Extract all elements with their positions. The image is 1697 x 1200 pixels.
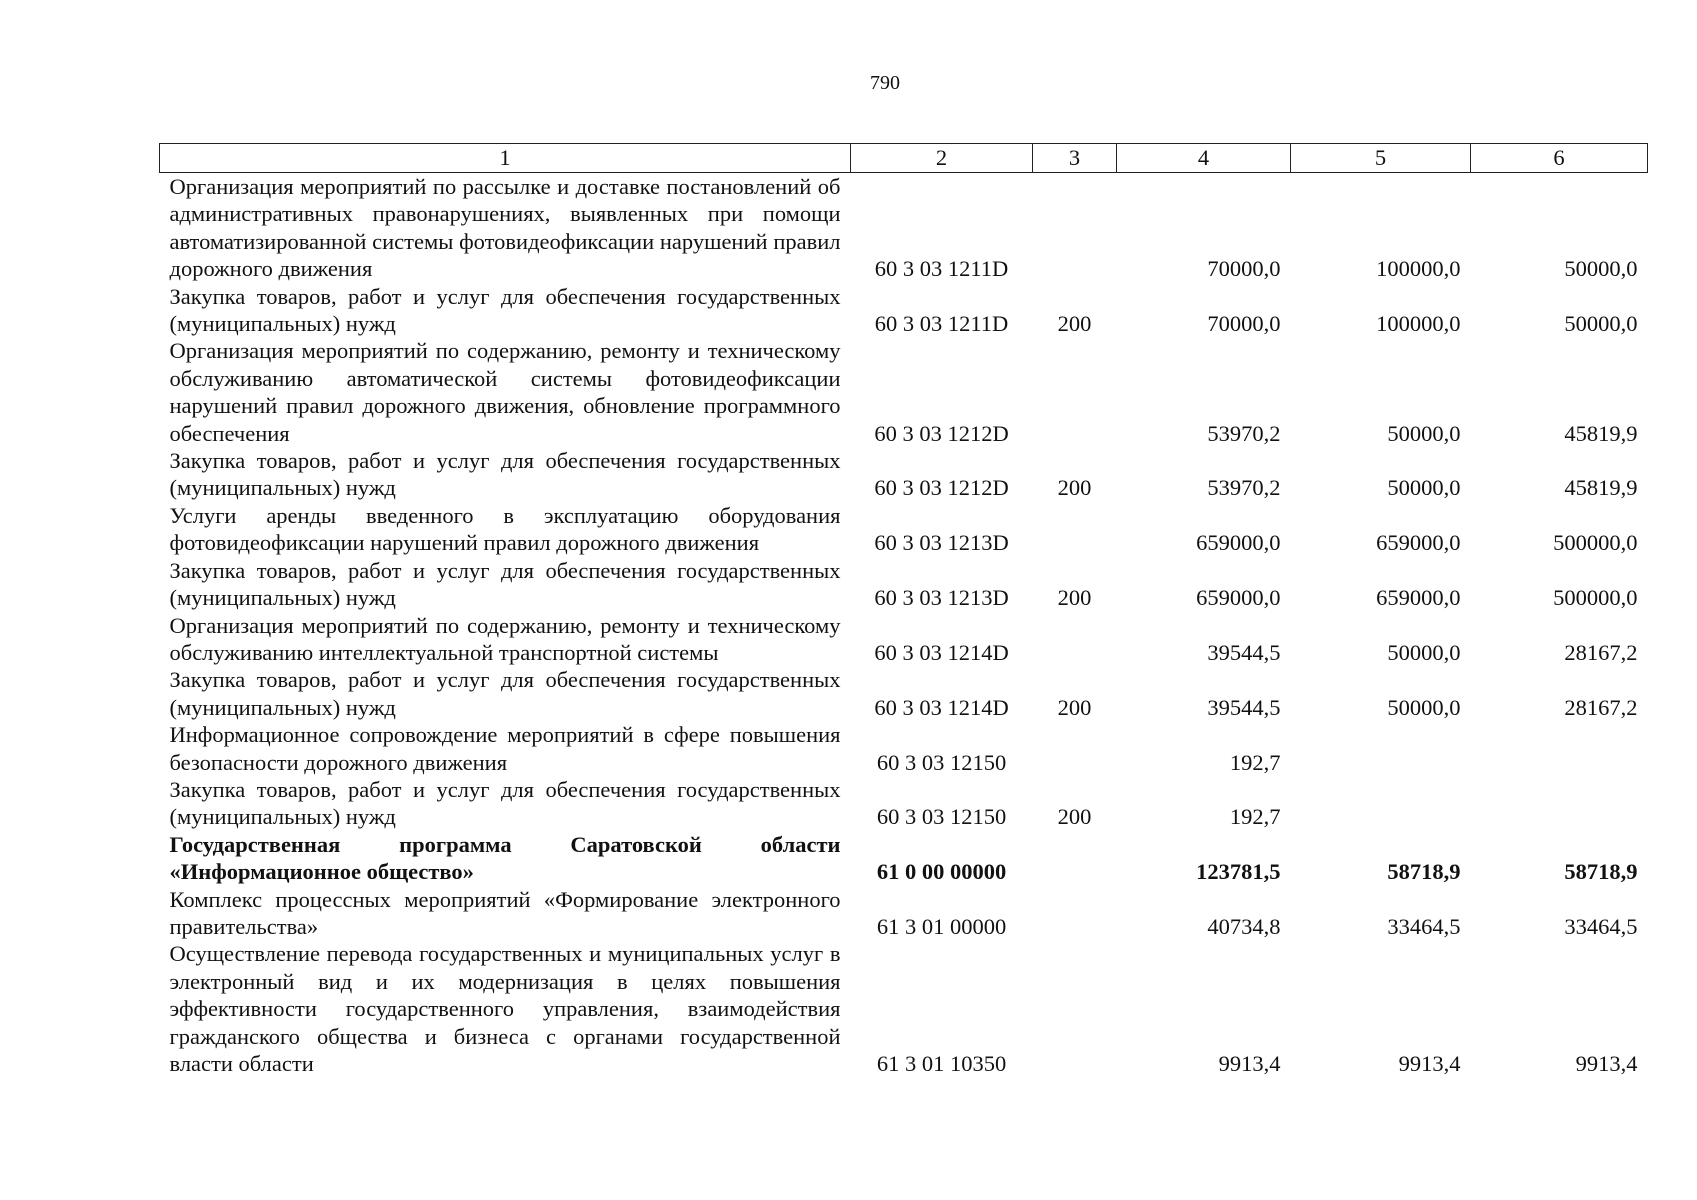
row-value-5-cell: 659000,0 bbox=[1376, 530, 1461, 556]
table-row bbox=[160, 776, 1648, 831]
row-expense-type-cell bbox=[1033, 612, 1117, 667]
row-expense-type-cell bbox=[1033, 831, 1117, 886]
row-value-4-cell: 659000,0 bbox=[1196, 530, 1281, 556]
header-col-4: 4 bbox=[1117, 144, 1291, 173]
row-value-4-cell: 659000,0 bbox=[1196, 585, 1281, 611]
table-body bbox=[160, 173, 1648, 1078]
table-row bbox=[160, 886, 1648, 941]
page-number: 790 bbox=[870, 72, 900, 94]
row-value-4-cell: 192,7 bbox=[1229, 804, 1281, 830]
row-code-cell: 60 3 03 1211D bbox=[874, 256, 1009, 282]
budget-table-container bbox=[159, 143, 1647, 1077]
row-value-4-cell: 40734,8 bbox=[1207, 913, 1281, 939]
header-col-6: 6 bbox=[1471, 144, 1648, 173]
row-name-cell: Закупка товаров, работ и услуг для обеспечения государственных (муниципальных) нужд bbox=[169, 448, 841, 501]
row-expense-type-cell bbox=[1033, 173, 1117, 283]
header-col-5: 5 bbox=[1291, 144, 1471, 173]
row-name-cell: Государственная программа Саратовской области «Информационное общество» bbox=[169, 831, 841, 885]
budget-table bbox=[159, 143, 1648, 1077]
row-value-4-cell: 70000,0 bbox=[1207, 311, 1281, 337]
header-row bbox=[160, 144, 1648, 173]
row-code-cell: 60 3 03 1214D bbox=[874, 694, 1009, 720]
row-expense-type-cell bbox=[1033, 886, 1117, 941]
row-name-cell: Организация мероприятий по рассылке и доставке постановлений об административных правонарушениях, выявленных при помощи автоматизированной системы фотовидеофиксации нарушений правил дорожного движения bbox=[169, 174, 841, 282]
table-row bbox=[160, 940, 1648, 1077]
row-value-6-cell: 50000,0 bbox=[1564, 256, 1638, 282]
row-value-5-cell: 58718,9 bbox=[1387, 859, 1461, 885]
row-value-6-cell: 9913,4 bbox=[1575, 1051, 1638, 1076]
row-expense-type-cell: 200 bbox=[1057, 475, 1092, 501]
table-row bbox=[160, 173, 1648, 283]
table-row bbox=[160, 721, 1648, 776]
row-value-4-cell: 53970,2 bbox=[1207, 475, 1281, 501]
row-code-cell: 60 3 03 1211D bbox=[874, 311, 1009, 337]
row-name-cell: Комплекс процессных мероприятий «Формирование электронного правительства» bbox=[169, 886, 841, 939]
row-expense-type-cell: 200 bbox=[1057, 694, 1092, 720]
row-value-6-cell: 45819,9 bbox=[1564, 420, 1638, 446]
header-col-2: 2 bbox=[851, 144, 1033, 173]
row-value-5-cell: 100000,0 bbox=[1376, 311, 1461, 337]
row-code-cell: 60 3 03 1213D bbox=[874, 530, 1009, 556]
row-value-4-cell: 192,7 bbox=[1229, 749, 1281, 775]
row-value-6-cell: 28167,2 bbox=[1564, 694, 1638, 720]
row-name-cell: Организация мероприятий по содержанию, ремонту и техническому обслуживанию интеллектуальной транспортной системы bbox=[169, 612, 841, 665]
row-value-4-cell: 70000,0 bbox=[1207, 256, 1281, 282]
row-value-6-cell bbox=[1471, 721, 1648, 776]
row-value-6-cell: 500000,0 bbox=[1553, 585, 1638, 611]
row-code-cell: 60 3 03 1212D bbox=[874, 475, 1009, 501]
row-code-cell: 60 3 03 1213D bbox=[874, 585, 1009, 611]
row-code-cell: 61 3 01 10350 bbox=[876, 1051, 1007, 1076]
row-value-6-cell: 45819,9 bbox=[1564, 475, 1638, 501]
row-value-5-cell: 33464,5 bbox=[1387, 913, 1461, 939]
header-col-1: 1 bbox=[160, 144, 851, 173]
row-expense-type-cell: 200 bbox=[1057, 585, 1092, 611]
header-col-3: 3 bbox=[1033, 144, 1117, 173]
table-row bbox=[160, 447, 1648, 502]
row-value-5-cell: 50000,0 bbox=[1387, 420, 1461, 446]
row-value-6-cell: 28167,2 bbox=[1564, 639, 1638, 665]
row-value-6-cell: 500000,0 bbox=[1553, 530, 1638, 556]
row-value-5-cell: 100000,0 bbox=[1376, 256, 1461, 282]
row-code-cell: 60 3 03 12150 bbox=[876, 804, 1007, 830]
row-expense-type-cell bbox=[1033, 721, 1117, 776]
row-value-4-cell: 53970,2 bbox=[1207, 420, 1281, 446]
table-row bbox=[160, 831, 1648, 886]
row-name-cell: Услуги аренды введенного в эксплуатацию оборудования фотовидеофиксации нарушений правил дорожного движения bbox=[169, 502, 841, 556]
row-value-5-cell: 50000,0 bbox=[1387, 475, 1461, 501]
row-name-cell: Закупка товаров, работ и услуг для обеспечения государственных (муниципальных) нужд bbox=[169, 557, 841, 611]
row-value-5-cell: 9913,4 bbox=[1398, 1051, 1461, 1076]
row-value-5-cell bbox=[1291, 776, 1471, 831]
table-row bbox=[160, 502, 1648, 557]
row-name-cell: Закупка товаров, работ и услуг для обеспечения государственных (муниципальных) нужд bbox=[169, 283, 841, 337]
row-value-4-cell: 39544,5 bbox=[1207, 694, 1281, 720]
row-value-4-cell: 39544,5 bbox=[1207, 639, 1281, 665]
table-row bbox=[160, 283, 1648, 338]
row-expense-type-cell: 200 bbox=[1057, 804, 1092, 830]
row-name-cell: Информационное сопровождение мероприятий в сфере повышения безопасности дорожного движения bbox=[169, 722, 841, 775]
row-name-cell: Организация мероприятий по содержанию, ремонту и техническому обслуживанию автоматической системы фотовидеофиксации нарушений правил дорожного движения, обновление программного обеспечения bbox=[169, 338, 841, 446]
row-name-cell: Осуществление перевода государственных и муниципальных услуг в электронный вид и их модернизация в целях повышения эффективности государственного управления, взаимодействия гражданского общества и бизнеса с органами государственной власти области bbox=[169, 941, 841, 1076]
row-value-5-cell: 659000,0 bbox=[1376, 585, 1461, 611]
table-row bbox=[160, 612, 1648, 667]
row-code-cell: 60 3 03 1214D bbox=[874, 639, 1009, 665]
row-code-cell: 60 3 03 1212D bbox=[874, 420, 1009, 446]
row-value-5-cell bbox=[1291, 721, 1471, 776]
row-code-cell: 60 3 03 12150 bbox=[876, 749, 1007, 775]
row-value-6-cell: 58718,9 bbox=[1564, 859, 1638, 885]
row-value-4-cell: 123781,5 bbox=[1196, 859, 1281, 885]
row-name-cell: Закупка товаров, работ и услуг для обеспечения государственных (муниципальных) нужд bbox=[169, 667, 841, 720]
row-value-4-cell: 9913,4 bbox=[1218, 1051, 1281, 1076]
row-code-cell: 61 0 00 00000 bbox=[876, 859, 1007, 885]
table-row bbox=[160, 557, 1648, 612]
row-expense-type-cell: 200 bbox=[1057, 311, 1092, 337]
row-value-6-cell: 33464,5 bbox=[1564, 913, 1638, 939]
row-value-6-cell: 50000,0 bbox=[1564, 311, 1638, 337]
row-expense-type-cell bbox=[1033, 502, 1117, 557]
table-row bbox=[160, 666, 1648, 721]
row-expense-type-cell bbox=[1033, 337, 1117, 447]
row-value-5-cell: 50000,0 bbox=[1387, 639, 1461, 665]
row-value-6-cell bbox=[1471, 776, 1648, 831]
row-expense-type-cell bbox=[1033, 940, 1117, 1077]
table-row bbox=[160, 337, 1648, 447]
row-value-5-cell: 50000,0 bbox=[1387, 694, 1461, 720]
row-name-cell: Закупка товаров, работ и услуг для обеспечения государственных (муниципальных) нужд bbox=[169, 776, 841, 830]
row-code-cell: 61 3 01 00000 bbox=[876, 913, 1007, 939]
